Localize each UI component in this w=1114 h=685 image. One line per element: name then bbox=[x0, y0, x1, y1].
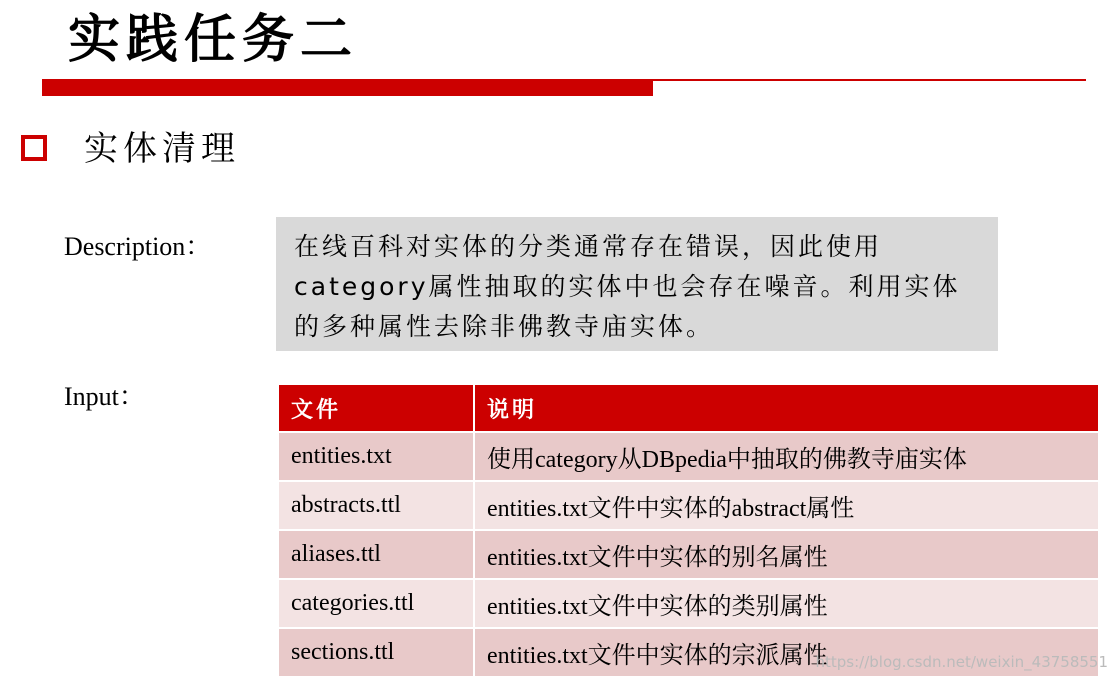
input-files-table bbox=[277, 383, 1100, 678]
description-text: 在线百科对实体的分类通常存在错误，因此使用category属性抽取的实体中也会存在噪音。利用实体的多种属性去除非佛教寺庙实体。 bbox=[276, 217, 998, 351]
table-row bbox=[278, 432, 1099, 481]
file-name-cell: entities.txt bbox=[278, 432, 474, 481]
file-description-cell: entities.txt文件中实体的abstract属性 bbox=[474, 481, 1099, 530]
file-description-cell: entities.txt文件中实体的类别属性 bbox=[474, 579, 1099, 628]
file-name-cell: aliases.ttl bbox=[278, 530, 474, 579]
slide-title: 实践任务二 bbox=[68, 10, 359, 70]
input-label: Input： bbox=[64, 382, 145, 411]
header-description: 说明 bbox=[474, 384, 1099, 432]
table-header-row bbox=[278, 384, 1099, 432]
table-row bbox=[278, 530, 1099, 579]
table-row bbox=[278, 579, 1099, 628]
header-file: 文件 bbox=[278, 384, 474, 432]
file-name-cell: sections.ttl bbox=[278, 628, 474, 677]
watermark: https://blog.csdn.net/weixin_43758551 bbox=[815, 653, 1108, 671]
file-description-cell: entities.txt文件中实体的宗派属性 bbox=[474, 628, 1099, 677]
square-bullet-icon bbox=[21, 135, 47, 161]
section-title: 实体清理 bbox=[84, 129, 240, 169]
description-label: Description： bbox=[64, 232, 212, 261]
file-description-cell: entities.txt文件中实体的别名属性 bbox=[474, 530, 1099, 579]
table-row bbox=[278, 481, 1099, 530]
file-name-cell: abstracts.ttl bbox=[278, 481, 474, 530]
file-description-cell: 使用category从DBpedia中抽取的佛教寺庙实体 bbox=[474, 432, 1099, 481]
title-divider-thick bbox=[42, 81, 653, 96]
file-name-cell: categories.ttl bbox=[278, 579, 474, 628]
